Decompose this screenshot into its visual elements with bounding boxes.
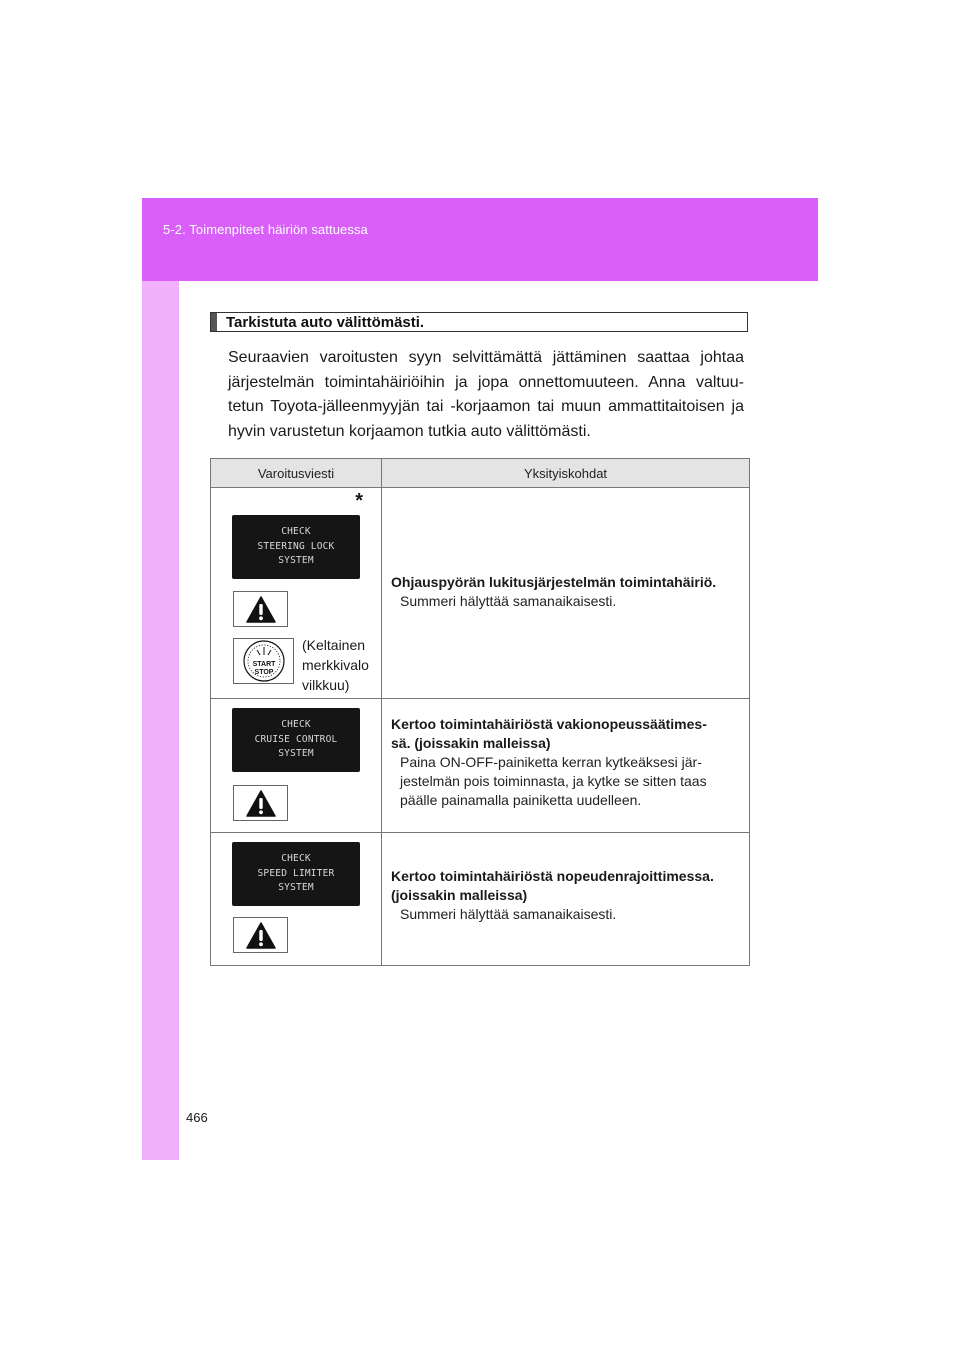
detail-text: jestelmän pois toiminnasta, ja kytke se sitten taas [400, 773, 707, 789]
table-header [211, 459, 749, 488]
intro-paragraph: Seuraavien varoitusten syyn selvittämättä jättäminen saattaa johtaa järjestelmän toimintahäiriöihin ja jopa onnettomuuteen. Anna valtuu- tetun Toyota-jälleenmyyjän tai -korjaamon tai muun ammattitaitoisen ja hyvin varustetun korjaamon tutkia auto välittömästi. [228, 349, 744, 440]
table-row [211, 488, 749, 699]
warning-table [210, 458, 750, 966]
detail-title: Ohjauspyörän lukitusjärjestelmän toimintahäiriö. [391, 574, 717, 590]
display-line: CHECK [281, 526, 311, 538]
display-line: CRUISE CONTROL [254, 733, 338, 745]
speed-limiter-display [232, 842, 360, 906]
asterisk-mark: * [355, 490, 363, 512]
detail-title: (joissakin malleissa) [391, 887, 528, 903]
start-stop-icon [233, 638, 294, 684]
detail-text: päälle painamalla painiketta uudelleen. [400, 792, 642, 808]
warning-cell [211, 699, 382, 832]
section-title-box [210, 312, 748, 332]
display-line: SYSTEM [278, 555, 314, 567]
svg-text:START: START [252, 661, 275, 668]
detail-text: Summeri hälyttää samanaikaisesti. [400, 906, 617, 922]
display-line: SYSTEM [278, 882, 314, 894]
display-line: CHECK [281, 853, 311, 865]
exclamation-triangle-icon [233, 591, 288, 627]
exclamation-triangle-icon [233, 917, 288, 953]
details-cell [382, 699, 749, 832]
detail-title: Kertoo toimintahäiriöstä nopeudenrajoittimessa. [391, 868, 714, 884]
warning-cell [211, 488, 382, 698]
detail-text: Summeri hälyttää samanaikaisesti. [400, 593, 617, 609]
detail-text: Paina ON-OFF-painiketta kerran kytkeäksesi jär- [400, 754, 702, 770]
details-cell [382, 488, 749, 698]
header-warning-message: Varoitusviesti [211, 459, 382, 487]
detail-title: Kertoo toimintahäiriöstä vakionopeussäätimes- [391, 716, 707, 732]
display-line: STEERING LOCK [257, 540, 335, 552]
table-row [211, 699, 749, 833]
exclamation-triangle-icon [233, 785, 288, 821]
display-line: SPEED LIMITER [257, 867, 335, 879]
table-row [211, 833, 749, 965]
details-cell [382, 833, 749, 965]
detail-title: sä. (joissakin malleissa) [391, 735, 551, 751]
warning-cell [211, 833, 382, 965]
indicator-note: (Keltainen merkkivalo vilkkuu) [302, 637, 369, 693]
page-side-strip [142, 198, 179, 1160]
section-title: Tarkistuta auto välittömästi. [226, 313, 425, 331]
cruise-control-display [232, 708, 360, 772]
display-line: SYSTEM [278, 748, 314, 760]
section-header: 5-2. Toimenpiteet häiriön sattuessa [163, 222, 368, 237]
page-number: 466 [186, 1110, 208, 1125]
header-details: Yksityiskohdat [523, 465, 608, 481]
display-line: CHECK [281, 719, 311, 731]
section-title-bar [211, 313, 217, 331]
svg-text:STOP: STOP [254, 669, 273, 676]
steering-lock-display [232, 515, 360, 579]
header-band [142, 198, 818, 281]
